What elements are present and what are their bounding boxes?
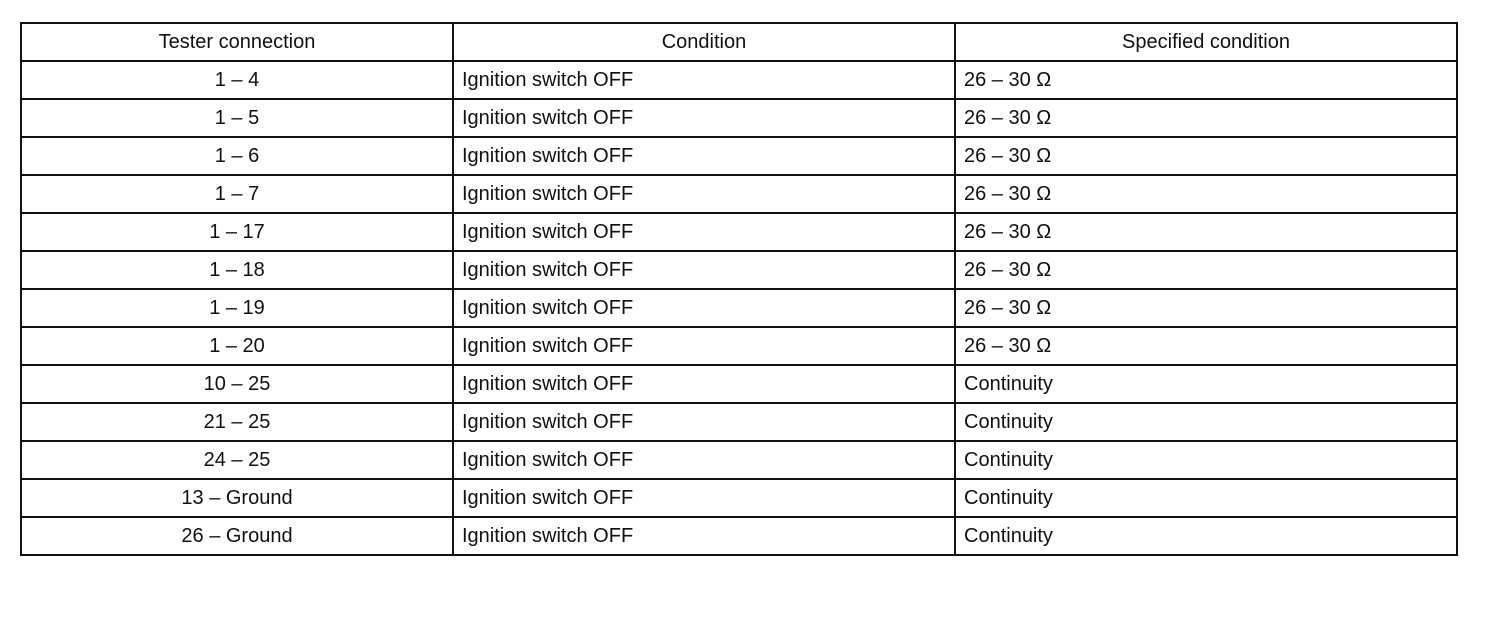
tester-connection-cell: 26 – Ground bbox=[21, 517, 453, 555]
table-row bbox=[21, 403, 1457, 441]
table-row bbox=[21, 441, 1457, 479]
table-row bbox=[21, 365, 1457, 403]
specified-condition-cell: Continuity bbox=[955, 403, 1457, 441]
table-row bbox=[21, 251, 1457, 289]
specified-condition-cell: Continuity bbox=[955, 441, 1457, 479]
table-row bbox=[21, 175, 1457, 213]
specified-condition-cell: 26 – 30 Ω bbox=[955, 175, 1457, 213]
condition-cell: Ignition switch OFF bbox=[453, 137, 955, 175]
tester-connection-cell: 1 – 7 bbox=[21, 175, 453, 213]
header-tester-connection: Tester connection bbox=[21, 23, 453, 61]
tester-connection-cell: 1 – 19 bbox=[21, 289, 453, 327]
tester-connection-cell: 13 – Ground bbox=[21, 479, 453, 517]
condition-cell: Ignition switch OFF bbox=[453, 441, 955, 479]
condition-cell: Ignition switch OFF bbox=[453, 479, 955, 517]
specified-condition-cell: 26 – 30 Ω bbox=[955, 137, 1457, 175]
table-row bbox=[21, 327, 1457, 365]
specification-table bbox=[20, 22, 1458, 556]
specified-condition-cell: Continuity bbox=[955, 479, 1457, 517]
table-row bbox=[21, 61, 1457, 99]
condition-cell: Ignition switch OFF bbox=[453, 289, 955, 327]
specified-condition-cell: 26 – 30 Ω bbox=[955, 213, 1457, 251]
condition-cell: Ignition switch OFF bbox=[453, 365, 955, 403]
table-row bbox=[21, 213, 1457, 251]
table-row bbox=[21, 479, 1457, 517]
table-row bbox=[21, 137, 1457, 175]
condition-cell: Ignition switch OFF bbox=[453, 213, 955, 251]
condition-cell: Ignition switch OFF bbox=[453, 99, 955, 137]
condition-cell: Ignition switch OFF bbox=[453, 251, 955, 289]
tester-connection-cell: 1 – 6 bbox=[21, 137, 453, 175]
table-row bbox=[21, 99, 1457, 137]
table-row bbox=[21, 289, 1457, 327]
header-condition: Condition bbox=[453, 23, 955, 61]
specified-condition-cell: 26 – 30 Ω bbox=[955, 289, 1457, 327]
header-specified-condition: Specified condition bbox=[955, 23, 1457, 61]
tester-connection-cell: 24 – 25 bbox=[21, 441, 453, 479]
tester-connection-cell: 1 – 5 bbox=[21, 99, 453, 137]
specified-condition-cell: Continuity bbox=[955, 365, 1457, 403]
tester-connection-cell: 10 – 25 bbox=[21, 365, 453, 403]
tester-connection-cell: 1 – 17 bbox=[21, 213, 453, 251]
condition-cell: Ignition switch OFF bbox=[453, 327, 955, 365]
condition-cell: Ignition switch OFF bbox=[453, 175, 955, 213]
tester-connection-cell: 21 – 25 bbox=[21, 403, 453, 441]
specified-condition-cell: 26 – 30 Ω bbox=[955, 251, 1457, 289]
header-row bbox=[21, 23, 1457, 61]
condition-cell: Ignition switch OFF bbox=[453, 61, 955, 99]
table-body bbox=[21, 61, 1457, 555]
tester-connection-cell: 1 – 4 bbox=[21, 61, 453, 99]
condition-cell: Ignition switch OFF bbox=[453, 403, 955, 441]
tester-connection-cell: 1 – 18 bbox=[21, 251, 453, 289]
table-header bbox=[21, 23, 1457, 61]
specified-condition-cell: 26 – 30 Ω bbox=[955, 327, 1457, 365]
table-row bbox=[21, 517, 1457, 555]
tester-connection-cell: 1 – 20 bbox=[21, 327, 453, 365]
specified-condition-cell: 26 – 30 Ω bbox=[955, 99, 1457, 137]
condition-cell: Ignition switch OFF bbox=[453, 517, 955, 555]
specified-condition-cell: 26 – 30 Ω bbox=[955, 61, 1457, 99]
specified-condition-cell: Continuity bbox=[955, 517, 1457, 555]
